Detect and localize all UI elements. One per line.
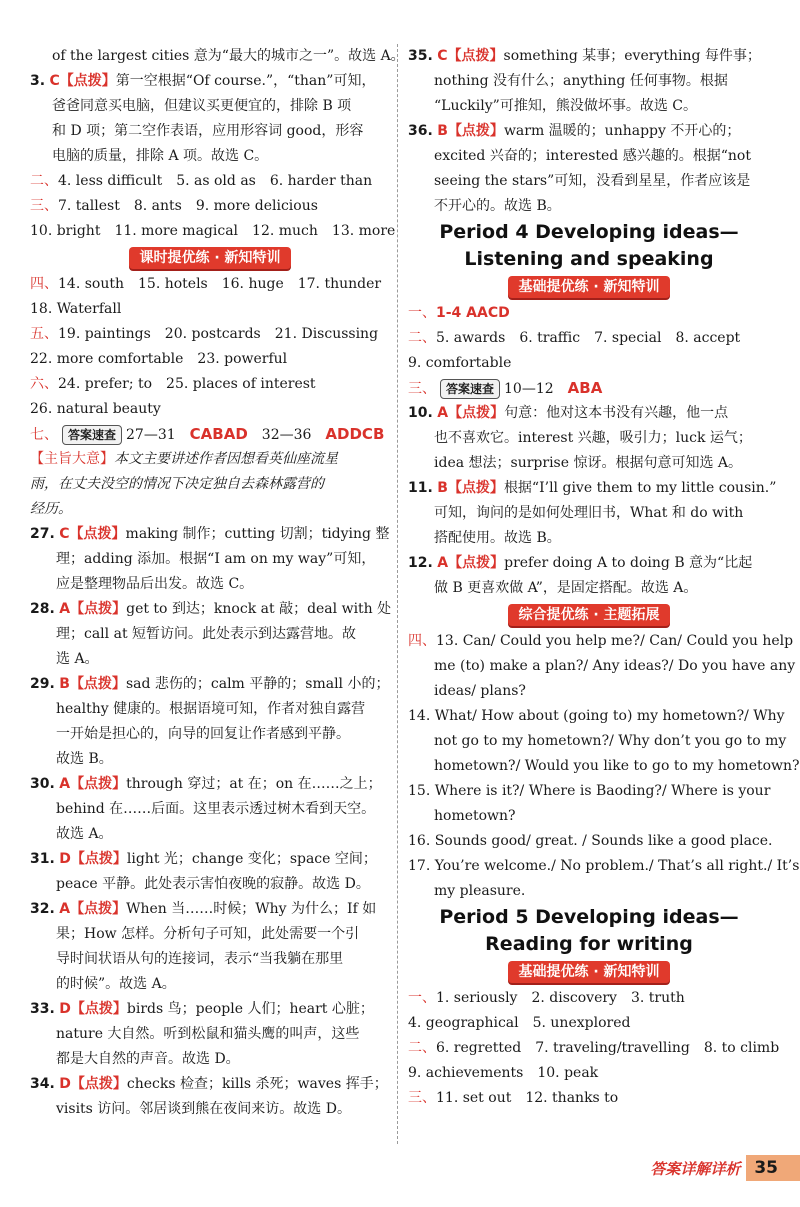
text-line: hometown?/ Would you like to go to my hometown? bbox=[434, 758, 800, 774]
section-banner: 基础提优练 · 新知特训 bbox=[508, 276, 669, 298]
text-line: 的时候”。故选 A。 bbox=[56, 976, 176, 992]
question-number: 34. bbox=[30, 1076, 55, 1092]
right-column bbox=[408, 44, 800, 1111]
explanation-text: 根据“I’ll give them to my little cousin.” bbox=[503, 480, 777, 496]
question-16: 16. Sounds good/ great. / Sounds like a good place. bbox=[408, 833, 773, 849]
text-line: 电脑的质量，排除 A 项。故选 C。 bbox=[52, 148, 269, 164]
text-line: healthy 健康的。根据语境可知，作者对独自露营 bbox=[56, 701, 366, 717]
explanation-text: warm 温暖的；unhappy 不开心的； bbox=[503, 123, 741, 139]
quick-answers: ABA bbox=[567, 379, 603, 397]
answer-item: 1-4 AACD bbox=[436, 305, 510, 321]
answer-letter: C bbox=[437, 48, 448, 64]
answer-item: 25. places of interest bbox=[166, 376, 316, 392]
text-line: 应是整理物品后出发。故选 C。 bbox=[56, 576, 254, 592]
hint-tag: 【点拨】 bbox=[447, 48, 504, 64]
section-banner-wrap bbox=[408, 601, 770, 629]
explanation-text: light 光；change 变化；space 空间； bbox=[126, 851, 377, 867]
section-banner-wrap bbox=[408, 958, 770, 986]
period-5-subtitle: Reading for writing bbox=[485, 933, 693, 955]
answer-item: 20. postcards bbox=[164, 326, 261, 342]
question-31 bbox=[30, 847, 390, 872]
hint-tag: 【点拨】 bbox=[70, 601, 127, 617]
answer-item: 8. ants bbox=[133, 198, 182, 214]
explanation-text: birds 鸟；people 人们；heart 心脏； bbox=[126, 1001, 374, 1017]
section-mark: 五、 bbox=[30, 326, 58, 342]
section-mark: 二、 bbox=[408, 1040, 436, 1056]
answer-item: 5. as old as bbox=[176, 173, 256, 189]
question-28 bbox=[30, 597, 390, 622]
answer-letter: C bbox=[49, 73, 60, 89]
section-3-quick-answers bbox=[408, 376, 770, 401]
question-14: 14. What/ How about (going to) my hometown?/ Why bbox=[408, 708, 785, 724]
hint-tag: 【点拨】 bbox=[448, 555, 505, 571]
question-15: 15. Where is it?/ Where is Baoding?/ Where is your bbox=[408, 783, 771, 799]
question-13 bbox=[408, 629, 794, 654]
text-line: 理；adding 添加。根据“I am on my way”可知， bbox=[56, 551, 376, 567]
question-number: 3. bbox=[30, 73, 46, 89]
text-line: of the largest cities 意为“最大的城市之一”。故选 A。 bbox=[52, 48, 405, 64]
section-4-answers bbox=[30, 272, 390, 297]
text-line: 做 B 更喜欢做 A”，是固定搭配。故选 A。 bbox=[434, 580, 698, 596]
hint-tag: 【点拨】 bbox=[447, 123, 504, 139]
text-line: excited 兴奋的；interested 感兴趣的。根据“not bbox=[434, 148, 751, 164]
text-line: 选 A。 bbox=[56, 651, 99, 667]
text-line: 和 D 项；第二空作表语，应用形容词 good，形容 bbox=[52, 123, 364, 139]
answer-item: 5. awards bbox=[436, 330, 506, 346]
answer-item: 6. regretted bbox=[436, 1040, 522, 1056]
answer-item: 3. truth bbox=[630, 990, 685, 1006]
explanation-text: get to 到达；knock at 敲；deal with 处 bbox=[126, 601, 392, 617]
text-line: 一开始是担心的，向导的回复让作者感到平静。 bbox=[56, 726, 350, 742]
answer-letter: A bbox=[59, 601, 71, 617]
text-line: seeing the stars”可知，没看到星星，作者应该是 bbox=[434, 173, 751, 189]
answer-item: 1. seriously bbox=[436, 990, 518, 1006]
text-line: 经历。 bbox=[30, 501, 72, 517]
period-5-title: Period 5 Developing ideas— bbox=[439, 906, 739, 928]
text-line: 理；call at 短暂访问。此处表示到达露营地。故 bbox=[56, 626, 357, 642]
answer-row bbox=[30, 347, 390, 372]
answer-row: 26. natural beauty bbox=[30, 401, 161, 417]
text-line: nothing 没有什么；anything 任何事物。根据 bbox=[434, 73, 728, 89]
section-mark: 三、 bbox=[30, 198, 58, 214]
answer-item: 22. more comfortable bbox=[30, 351, 184, 367]
page-footer bbox=[650, 1155, 800, 1181]
question-3 bbox=[30, 69, 390, 94]
question-number: 29. bbox=[30, 676, 55, 692]
text-line: idea 想法；surprise 惊讶。根据句意可知选 A。 bbox=[434, 455, 743, 471]
answer-letter: A bbox=[437, 405, 449, 421]
text-line: not go to my hometown?/ Why don’t you go to my bbox=[434, 733, 787, 749]
hint-tag: 【点拨】 bbox=[70, 776, 127, 792]
question-number: 11. bbox=[408, 480, 433, 496]
question-10 bbox=[408, 401, 770, 426]
question-29 bbox=[30, 672, 390, 697]
hint-tag: 【点拨】 bbox=[447, 480, 504, 496]
text-line: 导时间状语从句的连接词，表示“当我躺在那里 bbox=[56, 951, 344, 967]
question-11 bbox=[408, 476, 777, 501]
quick-answers: CABAD bbox=[189, 425, 248, 443]
answer-item: 4. less difficult bbox=[58, 173, 163, 189]
question-34 bbox=[30, 1072, 390, 1097]
question-number: 33. bbox=[30, 1001, 55, 1017]
answer-item: 7. tallest bbox=[58, 198, 120, 214]
hint-tag: 【点拨】 bbox=[69, 526, 126, 542]
question-33 bbox=[30, 997, 390, 1022]
question-number: 32. bbox=[30, 901, 55, 917]
section-6-answers bbox=[30, 372, 390, 397]
answer-item: 10. peak bbox=[537, 1065, 599, 1081]
hint-tag: 【点拨】 bbox=[70, 851, 127, 867]
question-36 bbox=[408, 119, 770, 144]
question-17: 17. You’re welcome./ No problem./ That’s all right./ It’s bbox=[408, 858, 800, 874]
question-number: 35. bbox=[408, 48, 433, 64]
explanation-text: 第一空根据“Of course.”，“than”可知， bbox=[115, 73, 376, 89]
section-banner-wrap bbox=[408, 273, 770, 301]
question-number: 28. bbox=[30, 601, 55, 617]
text-line: 故选 A。 bbox=[56, 826, 113, 842]
explanation-text: through 穿过；at 在；on 在……之上； bbox=[126, 776, 382, 792]
question-12 bbox=[408, 551, 770, 576]
question-number: 10. bbox=[408, 405, 433, 421]
column-divider bbox=[397, 44, 398, 1144]
answer-row bbox=[30, 219, 396, 244]
answer-item: 12. much bbox=[252, 223, 318, 239]
answer-range: 32—36 bbox=[261, 427, 312, 443]
answer-item: 14. south bbox=[58, 276, 124, 292]
answer-item: 11. set out bbox=[436, 1090, 512, 1106]
answer-letter: B bbox=[59, 676, 70, 692]
section-banner: 综合提优练 · 主题拓展 bbox=[508, 604, 669, 626]
quick-answer-chip: 答案速查 bbox=[440, 379, 500, 399]
section-mark: 一、 bbox=[408, 990, 436, 1006]
section-1-answers bbox=[408, 986, 770, 1011]
answer-item: 5. unexplored bbox=[532, 1015, 631, 1031]
page-number: 35 bbox=[746, 1155, 800, 1181]
section-mark: 一、 bbox=[408, 305, 436, 321]
text-line: 果；How 怎样。分析句子可知，此处需要一个引 bbox=[56, 926, 360, 942]
text-line: visits 访问。邻居谈到熊在夜间来访。故选 D。 bbox=[56, 1101, 351, 1117]
text-line: 雨，在丈夫没空的情况下决定独自去森林露营的 bbox=[30, 476, 324, 492]
section-mark: 三、 bbox=[408, 1090, 436, 1106]
answer-range: 27—31 bbox=[126, 427, 176, 443]
section-mark: 三、 bbox=[408, 381, 436, 397]
section-2-answers bbox=[408, 326, 770, 351]
hint-tag: 【点拨】 bbox=[59, 73, 116, 89]
section-5-answers bbox=[30, 322, 390, 347]
hint-tag: 【点拨】 bbox=[70, 1076, 127, 1092]
answer-text: 13. Can/ Could you help me?/ Can/ Could you help bbox=[436, 633, 794, 649]
answer-item: 21. Discussing bbox=[274, 326, 379, 342]
explanation-text: checks 检查；kills 杀死；waves 挥手； bbox=[126, 1076, 388, 1092]
answer-letter: D bbox=[59, 1076, 71, 1092]
question-number: 30. bbox=[30, 776, 55, 792]
section-7-quick-answers bbox=[30, 422, 390, 447]
answer-letter: A bbox=[437, 555, 449, 571]
section-1-answers bbox=[408, 301, 770, 326]
answer-item: 11. more magical bbox=[114, 223, 239, 239]
section-mark: 二、 bbox=[30, 173, 58, 189]
question-number: 12. bbox=[408, 555, 433, 571]
period-4-title: Period 4 Developing ideas— bbox=[439, 221, 739, 243]
answer-item: 8. to climb bbox=[703, 1040, 780, 1056]
section-mark: 四、 bbox=[408, 633, 436, 649]
section-2-answers bbox=[30, 169, 390, 194]
text-line: 也不喜欢它。interest 兴趣，吸引力；luck 运气； bbox=[434, 430, 752, 446]
answer-letter: A bbox=[59, 776, 71, 792]
answer-item: 6. traffic bbox=[519, 330, 581, 346]
answer-item: 15. hotels bbox=[138, 276, 208, 292]
answer-letter: D bbox=[59, 1001, 71, 1017]
left-column bbox=[30, 44, 405, 1122]
answer-letter: C bbox=[59, 526, 70, 542]
hint-tag: 【点拨】 bbox=[69, 676, 126, 692]
answer-item: 23. powerful bbox=[197, 351, 288, 367]
answer-item: 9. more delicious bbox=[195, 198, 318, 214]
answer-row: 9. comfortable bbox=[408, 355, 512, 371]
text-line: behind 在……后面。这里表示透过树木看到天空。 bbox=[56, 801, 376, 817]
answer-item: 7. special bbox=[594, 330, 662, 346]
section-mark: 六、 bbox=[30, 376, 58, 392]
answer-row: 18. Waterfall bbox=[30, 301, 122, 317]
answer-item: 19. paintings bbox=[58, 326, 151, 342]
answer-item: 8. accept bbox=[675, 330, 741, 346]
section-2-answers bbox=[408, 1036, 780, 1061]
question-number: 31. bbox=[30, 851, 55, 867]
section-banner-wrap bbox=[30, 244, 390, 272]
text-line: ideas/ plans? bbox=[434, 683, 526, 699]
section-3-answers bbox=[30, 194, 390, 219]
text-line: 故选 B。 bbox=[56, 751, 113, 767]
explanation-text: something 某事；everything 每件事； bbox=[503, 48, 761, 64]
section-banner: 基础提优练 · 新知特训 bbox=[508, 961, 669, 983]
section-mark: 四、 bbox=[30, 276, 58, 292]
answer-letter: B bbox=[437, 480, 448, 496]
answer-letter: D bbox=[59, 851, 71, 867]
answer-item: 4. geographical bbox=[408, 1015, 519, 1031]
main-idea-tag: 【主旨大意】 bbox=[30, 451, 114, 467]
text-line: 不开心的。故选 B。 bbox=[434, 198, 561, 214]
answer-item: 13. more bbox=[331, 223, 396, 239]
text-line: “Luckily”可推知，熊没做坏事。故选 C。 bbox=[434, 98, 697, 114]
hint-tag: 【点拨】 bbox=[70, 901, 127, 917]
period-4-subtitle: Listening and speaking bbox=[464, 248, 714, 270]
answer-range: 10—12 bbox=[504, 381, 554, 397]
answer-letter: B bbox=[437, 123, 448, 139]
question-30 bbox=[30, 772, 390, 797]
footer-title: 答案详解详析 bbox=[650, 1159, 741, 1178]
section-mark: 二、 bbox=[408, 330, 436, 346]
explanation-text: 句意：他对这本书没有兴趣，他一点 bbox=[504, 405, 729, 421]
text-line: 爸爸同意买电脑，但建议买更便宜的，排除 B 项 bbox=[52, 98, 352, 114]
answer-item: 24. prefer; to bbox=[58, 376, 153, 392]
question-32 bbox=[30, 897, 390, 922]
answer-item: 10. bright bbox=[30, 223, 101, 239]
answer-letter: A bbox=[59, 901, 71, 917]
main-idea-text: 本文主要讲述作者因想看英仙座流星 bbox=[114, 451, 338, 467]
answer-item: 12. thanks to bbox=[525, 1090, 619, 1106]
answer-item: 6. harder than bbox=[269, 173, 373, 189]
section-banner: 课时提优练 · 新知特训 bbox=[129, 247, 290, 269]
question-number: 36. bbox=[408, 123, 433, 139]
answer-item: 16. huge bbox=[221, 276, 284, 292]
explanation-text: prefer doing A to doing B 意为“比起 bbox=[504, 555, 753, 571]
explanation-text: making 制作；cutting 切割；tidying 整 bbox=[125, 526, 390, 542]
text-line: 都是大自然的声音。故选 D。 bbox=[56, 1051, 240, 1067]
question-number: 27. bbox=[30, 526, 55, 542]
text-line: nature 大自然。听到松鼠和猫头鹰的叫声，这些 bbox=[56, 1026, 360, 1042]
text-line: 可知，询问的是如何处理旧书，What 和 do with bbox=[434, 505, 744, 521]
answer-item: 9. achievements bbox=[408, 1065, 524, 1081]
quick-answers: ADDCB bbox=[325, 425, 385, 443]
quick-answer-chip: 答案速查 bbox=[62, 425, 122, 445]
section-3-answers bbox=[408, 1086, 770, 1111]
question-35 bbox=[408, 44, 770, 69]
section-mark: 七、 bbox=[30, 427, 58, 443]
text-line: 搭配使用。故选 B。 bbox=[434, 530, 561, 546]
main-idea bbox=[30, 447, 390, 472]
answer-row bbox=[408, 1011, 770, 1036]
answer-item: 2. discovery bbox=[531, 990, 617, 1006]
answer-row bbox=[408, 1061, 770, 1086]
hint-tag: 【点拨】 bbox=[70, 1001, 127, 1017]
explanation-text: When 当……时候；Why 为什么；If 如 bbox=[126, 901, 377, 917]
text-line: hometown? bbox=[434, 808, 516, 824]
answer-item: 7. traveling/travelling bbox=[535, 1040, 690, 1056]
question-27 bbox=[30, 522, 390, 547]
hint-tag: 【点拨】 bbox=[448, 405, 505, 421]
text-line: peace 平静。此处表示害怕夜晚的寂静。故选 D。 bbox=[56, 876, 370, 892]
text-line: me (to) make a plan?/ Any ideas?/ Do you have any bbox=[434, 658, 796, 674]
explanation-text: sad 悲伤的；calm 平静的；small 小的； bbox=[125, 676, 390, 692]
answer-item: 17. thunder bbox=[297, 276, 382, 292]
text-line: my pleasure. bbox=[434, 883, 526, 899]
